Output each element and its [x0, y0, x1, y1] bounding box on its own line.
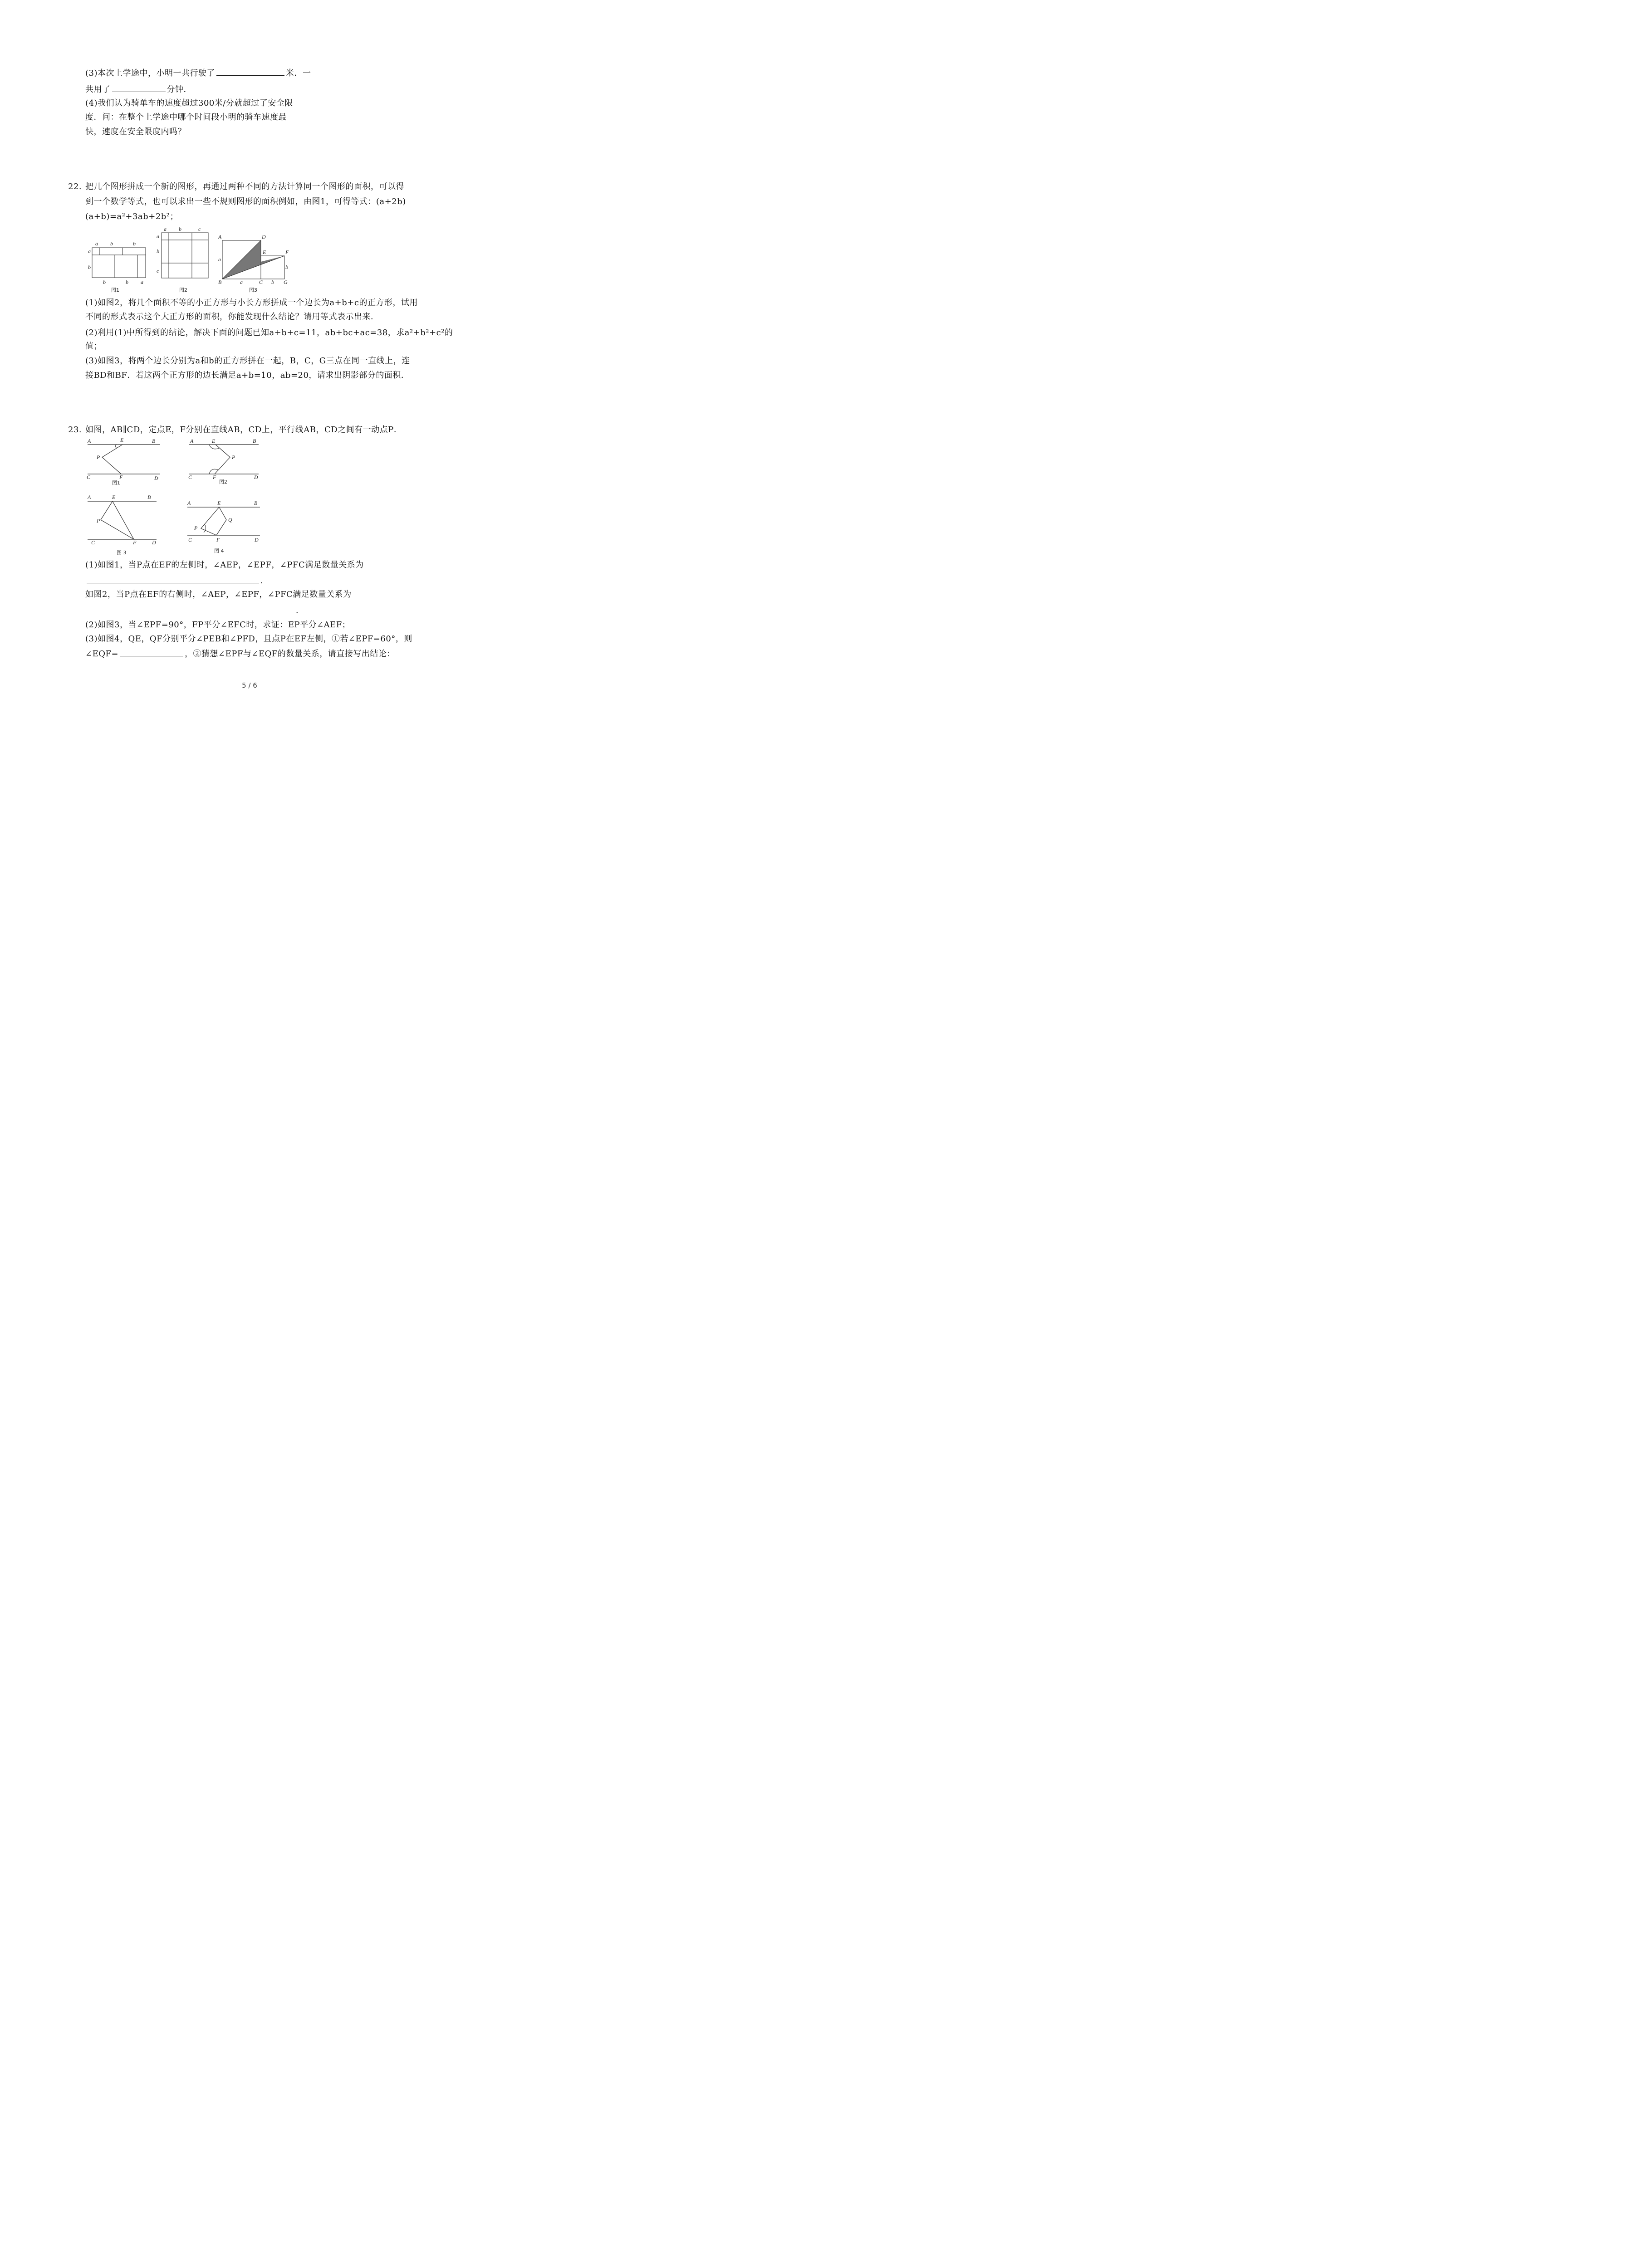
q23-part3-text-b: ∠EQF= [85, 649, 119, 659]
q23f4-D: D [255, 537, 259, 543]
q23f2-E: E [212, 438, 216, 444]
q23-figure-4 [187, 500, 260, 554]
q21-part4-line2: 度．问：在整个上学途中哪个时间段小明的骑车速度最 [85, 112, 287, 122]
fig3-label-F: F [285, 249, 289, 255]
q23f1-caption: 图1 [112, 480, 120, 486]
q22-figure-2 [157, 226, 208, 293]
q23-part1-period-1: ． [260, 576, 269, 586]
q22-figure-3 [218, 234, 289, 293]
q22-number: 22. [68, 182, 82, 191]
fig3-label-D: D [262, 234, 266, 240]
fig2-top-b: b [179, 226, 181, 232]
q23f3-caption: 图 3 [117, 550, 127, 556]
q23f2-P: P [232, 454, 235, 460]
fig1-bottom-b1: b [103, 279, 106, 285]
fig3-label-B: B [218, 279, 222, 285]
q23f3-E: E [112, 494, 116, 500]
fig1-left-a: a [88, 248, 91, 254]
q22-part1-line2: 不同的形式表示这个大正方形的面积，你能发现什么结论？请用等式表示出来． [85, 312, 379, 322]
q23-part2: (2)如图3，当∠EPF=90°，FP平分∠EFC时，求证：EP平分∠AEF； [85, 620, 351, 630]
q23f1-P: P [97, 454, 100, 460]
fig2-left-a: a [157, 233, 159, 240]
q21-distance-blank[interactable] [216, 67, 284, 76]
fig3-side-a: a [218, 256, 221, 263]
q23-figure-2 [188, 438, 259, 485]
q22-part2-line2: 值； [85, 342, 102, 351]
q23-part1-period-2: ． [296, 606, 304, 616]
fig1-top-b1: b [110, 240, 113, 247]
fig3-side-b: b [285, 264, 288, 270]
q23f1-A: A [88, 438, 91, 444]
q23f3-C: C [91, 539, 95, 546]
fig1-top-b2: b [133, 240, 136, 247]
fig3-label-C: C [259, 279, 263, 285]
q21-part3-text-c: 共用了 [85, 85, 111, 94]
q23f4-F: F [216, 537, 220, 543]
q23f3-B: B [147, 494, 151, 500]
q23f4-Q: Q [228, 517, 232, 523]
q22-figures [84, 226, 297, 295]
q22-intro-line2: 到一个数学等式，也可以求出一些不规则图形的面积例如，由图1，可得等式：(a+2b) [85, 197, 406, 206]
q23f2-caption: 图2 [219, 479, 227, 485]
fig3-bottom-b: b [271, 279, 274, 285]
q23f2-F: F [213, 474, 216, 480]
document-page [0, 0, 499, 706]
q21-part3-text-d: 分钟． [167, 85, 192, 94]
q22-figure-1 [88, 240, 146, 293]
q22-intro-line1: 把几个图形拼成一个新的图形，再通过两种不同的方法计算同一个图形的面积，可以得 [85, 182, 404, 191]
q23f4-P: P [194, 525, 198, 531]
q22-intro-line3: (a+b)=a²+3ab+2b²； [85, 212, 178, 221]
q22-part1-line1: (1)如图2，将几个面积不等的小正方形与小长方形拼成一个边长为a+b+c的正方形，试用 [85, 298, 418, 308]
q22-part3-line2: 接BD和BF．若这两个正方形的边长满足a+b=10，ab=20，请求出阴影部分的面积． [85, 371, 410, 380]
fig3-label-A: A [218, 234, 222, 240]
fig3-bottom-a: a [240, 279, 243, 285]
page-number: 5 / 6 [242, 681, 257, 689]
q23f1-E: E [120, 437, 124, 443]
q23-part1-answer1 [85, 575, 269, 587]
fig1-bottom-a: a [141, 279, 143, 285]
q23f2-C: C [188, 474, 192, 480]
q23f4-A: A [187, 500, 191, 506]
q23f1-C: C [87, 474, 91, 480]
fig2-left-b: b [157, 248, 159, 254]
q23-part1-answer2 [85, 605, 304, 617]
q23f1-F: F [119, 474, 123, 480]
q23f3-P: P [97, 518, 100, 524]
q23-figure-1 [87, 437, 160, 486]
q21-time-blank[interactable] [112, 83, 166, 92]
q23-relation-blank-1[interactable] [87, 575, 259, 583]
q23-part3-text-c: ，②猜想∠EPF与∠EQF的数量关系，请直接写出结论： [185, 649, 395, 659]
fig3-caption: 图3 [249, 287, 257, 293]
q23-part1-line2: 如图2，当P点在EF的右侧时，∠AEP，∠EPF，∠PFC满足数量关系为 [85, 590, 352, 599]
q23-figure-3 [87, 494, 157, 556]
q23f4-C: C [188, 537, 192, 543]
q22-part2-line1: (2)利用(1)中所得到的结论，解决下面的问题已知a+b+c=11，ab+bc+ac=38，求a²+b²+c²的 [85, 328, 453, 337]
q23-figures [84, 435, 274, 556]
fig2-top-a: a [164, 226, 167, 232]
q23f3-A: A [88, 494, 91, 500]
fig3-label-G: G [284, 279, 288, 285]
q23f3-D: D [152, 539, 156, 546]
q23f1-D: D [154, 475, 158, 481]
fig3-label-E: E [263, 249, 266, 255]
q23f4-B: B [254, 500, 258, 506]
q21-part4-line3: 快，速度在安全限度内吗？ [85, 127, 186, 137]
q23-relation-blank-2[interactable] [87, 605, 294, 613]
q23f4-caption: 图 4 [214, 548, 224, 554]
q23-eqf-blank[interactable] [120, 648, 183, 656]
q23f4-E: E [217, 500, 221, 506]
q21-part3-text-a: (3)本次上学途中，小明一共行驶了 [85, 68, 215, 78]
q23-number: 23. [68, 425, 82, 435]
fig1-caption: 图1 [111, 287, 119, 293]
q23-part3-line2 [85, 648, 395, 660]
q23f2-A: A [190, 438, 194, 444]
fig2-caption: 图2 [179, 287, 187, 293]
q22-part3-line1: (3)如图3，将两个边长分别为a和b的正方形拼在一起，B，C，G三点在同一直线上，连 [85, 356, 410, 366]
q21-part3-line1 [85, 67, 311, 79]
fig1-top-a: a [95, 240, 98, 247]
fig2-top-c: c [198, 226, 201, 232]
q23f2-B: B [253, 438, 256, 444]
q21-part3-line2 [85, 83, 192, 96]
fig1-bottom-b2: b [126, 279, 128, 285]
q23-intro: 如图，AB∥CD，定点E，F分别在直线AB，CD上，平行线AB，CD之间有一动点P． [85, 425, 402, 435]
q23f3-F: F [133, 539, 137, 546]
q21-part4-line1: (4)我们认为骑单车的速度超过300米/分就超过了安全限 [85, 98, 293, 108]
fig2-left-c: c [157, 268, 159, 274]
q21-part3-text-b: 米．一 [286, 68, 311, 78]
q23-part1-line1: (1)如图1，当P点在EF的左侧时，∠AEP，∠EPF，∠PFC满足数量关系为 [85, 560, 364, 570]
fig1-left-b: b [88, 264, 91, 270]
q23f1-B: B [152, 438, 156, 444]
q23-part3-line1: (3)如图4，QE，QF分别平分∠PEB和∠PFD，且点P在EF左侧，①若∠EPF=60°，则 [85, 634, 412, 644]
q23f2-D: D [254, 474, 258, 480]
